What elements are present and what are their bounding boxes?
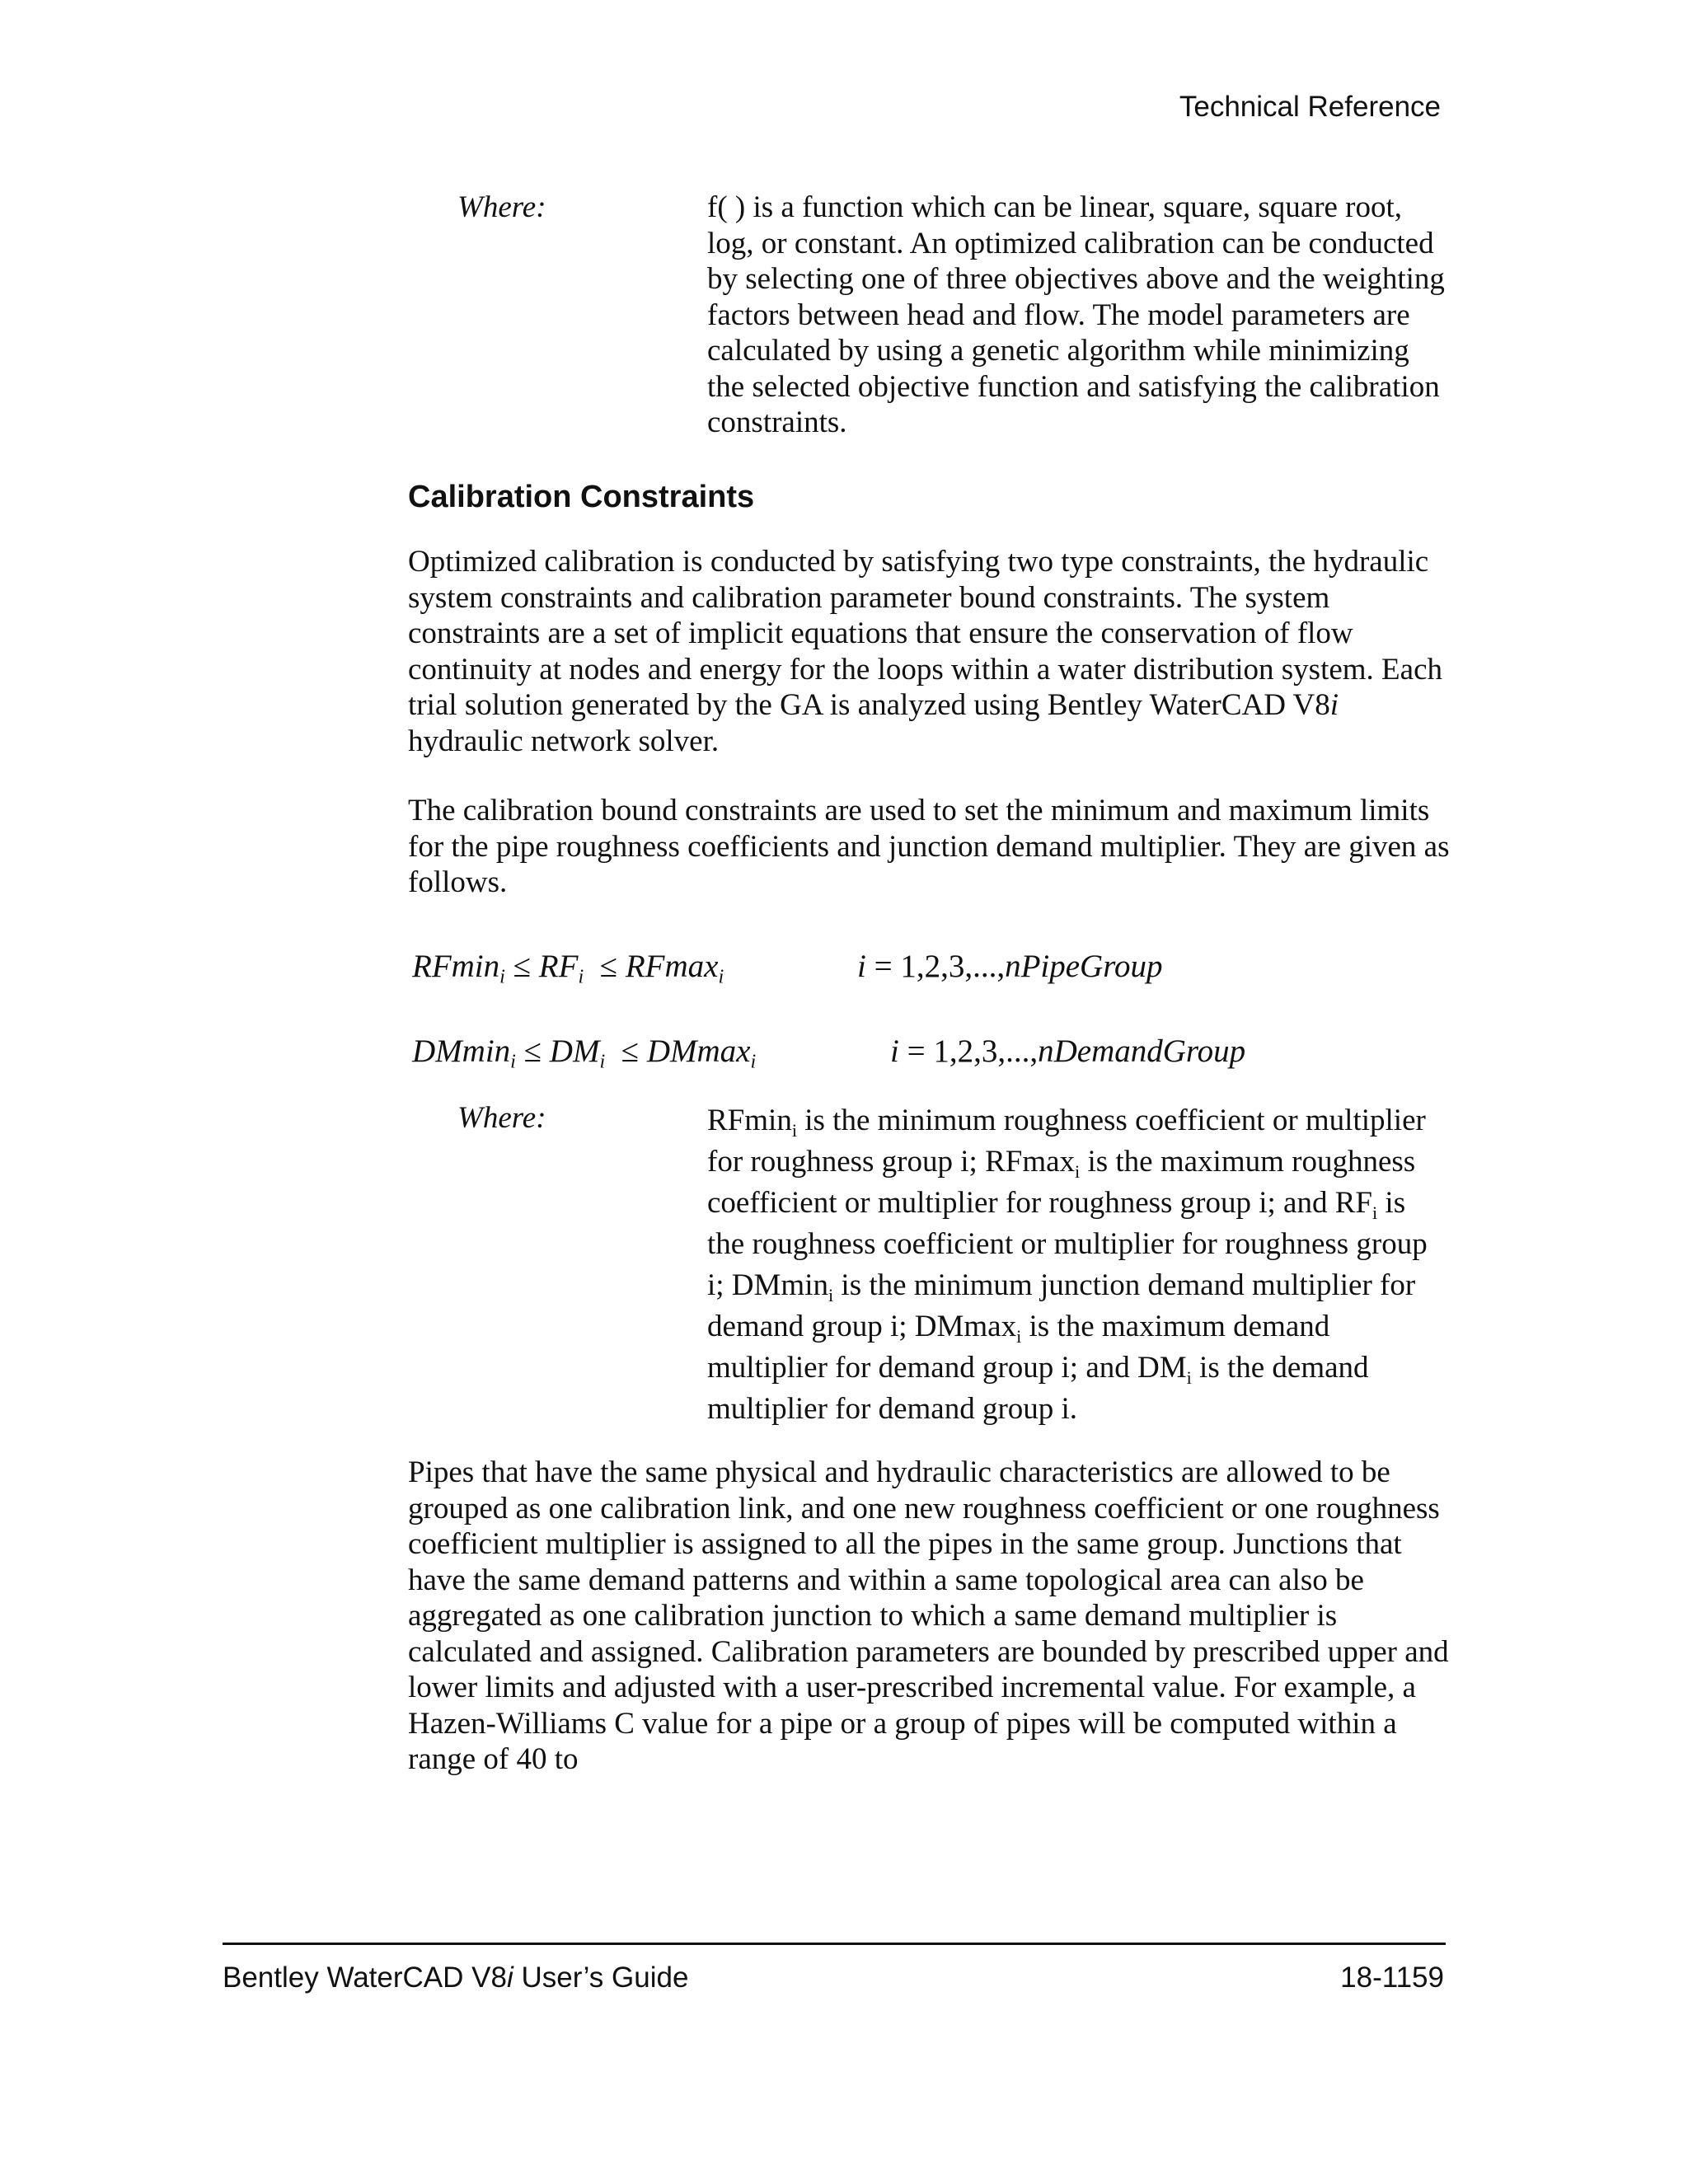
eq-index-range: i = 1,2,3,...,nPipeGroup: [857, 949, 1163, 984]
demand-bound-equation: [412, 1033, 1246, 1073]
definition-text: RFmin$_i$ is the minimum roughness coefficient or multiplier for roughness group i; RFmax$_i$ is the maximum roughness coefficient or multiplier for roughness group i; and $RF_i$ is the roughness coefficient or multiplier for roughness group i; DMmin$_i$ is the minimum junction demand multiplier for demand group i; DMmax$_i$ is the maximum demand multiplier for demand group i; and $DM_i$ is the demand multiplier for demand group i.: [707, 1104, 1428, 1426]
footer-rule: [223, 1943, 1446, 1945]
definition-text: f( ) is a function which can be linear, square, square root, log, or constant. An optimized calibration can be conducted by selecting one of three objectives above and the weighting factors between head and flow. The model parameters are calculated by using a genetic algorithm while minimizing the selected objective function and satisfying the calibration constraints.: [707, 190, 1445, 439]
footer-guide-title: Bentley WaterCAD V8i User’s Guide: [223, 1961, 689, 1994]
eq-index-range: i = 1,2,3,...,nDemandGroup: [890, 1033, 1246, 1069]
roughness-bound-equation: [412, 948, 1163, 988]
eq-variable-term: $RF_i$: [538, 949, 584, 988]
eq-leq-symbol: ≤: [513, 949, 532, 984]
running-header: Technical Reference: [1179, 91, 1441, 123]
product-version-italic: i: [1329, 688, 1339, 722]
where-label: Where:: [457, 190, 546, 224]
eq-max-term: RFmax$_i$: [625, 949, 724, 988]
eq-leq-symbol: ≤: [599, 949, 618, 984]
where-label: Where:: [457, 1101, 546, 1135]
page-number: 18-1159: [1340, 1961, 1444, 1994]
eq-min-term: RFmin$_i$: [412, 949, 505, 988]
paragraph-text: Optimized calibration is conducted by satisfying two type constraints, the hydraulic system constraints and calibration parameter bound constraints. The system constraints are a set of implicit equations that ensure the conservation of flow continuity at nodes and energy for the loops within a water distribution system. Each trial solution generated by the GA is analyzed using Bentley WaterCAD V8: [408, 545, 1443, 722]
section-heading: Calibration Constraints: [408, 480, 755, 514]
eq-max-term: DMmax$_i$: [646, 1033, 757, 1073]
eq-min-term: DMmin$_i$: [412, 1033, 516, 1073]
eq-leq-symbol: ≤: [523, 1033, 542, 1069]
eq-leq-symbol: ≤: [621, 1033, 640, 1069]
body-paragraph: Pipes that have the same physical and hydraulic characteristics are allowed to be grouped as one calibration link, and one new roughness coefficient or one roughness coefficient multiplier is assigned to all the pipes in the same group. Junctions that have the same demand patterns and within a same topological area can also be aggregated as one calibration junction to which a same demand multiplier is calculated and assigned. Calibration parameters are bounded by prescribed upper and lower limits and adjusted with a user-prescribed incremental value. For example, a Hazen-Williams C value for a pipe or a group of pipes will be computed within a range of 40 to: [408, 1455, 1449, 1776]
eq-variable-term: $DM_i$: [549, 1033, 606, 1073]
body-paragraph: [408, 544, 1455, 759]
body-paragraph: The calibration bound constraints are used to set the minimum and maximum limits for the pipe roughness coefficients and junction demand multiplier. They are given as follows.: [408, 794, 1450, 899]
paragraph-text: hydraulic network solver.: [408, 724, 720, 758]
